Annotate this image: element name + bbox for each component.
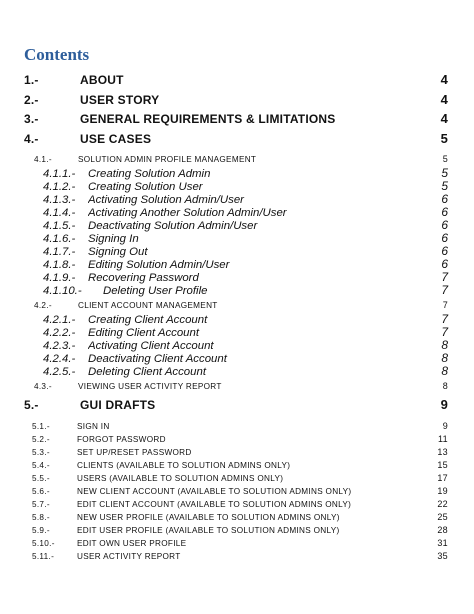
page-number: 4 bbox=[440, 72, 448, 87]
page-number: 8 bbox=[441, 338, 448, 352]
section-number: 3.- bbox=[24, 112, 39, 126]
toc-entry-4-1-9[interactable] bbox=[43, 270, 448, 284]
page-number: 8 bbox=[441, 364, 448, 378]
toc-entry-4-1-8[interactable] bbox=[43, 257, 448, 271]
page-number: 7 bbox=[441, 270, 448, 284]
toc-entry-4-1[interactable] bbox=[34, 154, 448, 164]
page-number: 8 bbox=[441, 351, 448, 365]
section-title: EDIT CLIENT ACCOUNT (AVAILABLE TO SOLUTION ADMINS ONLY) bbox=[77, 500, 352, 509]
toc-entry-4-2-3[interactable] bbox=[43, 338, 448, 352]
section-title: USERS (AVAILABLE TO SOLUTION ADMINS ONLY) bbox=[77, 474, 284, 483]
page-number: 9 bbox=[440, 397, 448, 412]
section-number: 4.2.1.- bbox=[43, 314, 76, 326]
section-title: Deleting User Profile bbox=[103, 285, 208, 297]
toc-entry-user-story[interactable] bbox=[24, 92, 448, 107]
page-number: 5 bbox=[442, 154, 448, 164]
page-number: 7 bbox=[441, 312, 448, 326]
section-title: EDIT USER PROFILE (AVAILABLE TO SOLUTION ADMINS ONLY) bbox=[77, 526, 340, 535]
section-number: 5.9.- bbox=[32, 526, 50, 535]
section-title: NEW USER PROFILE (AVAILABLE TO SOLUTION ADMINS ONLY) bbox=[77, 513, 340, 522]
section-number: 4.2.2.- bbox=[43, 327, 76, 339]
toc-entry-4-2-1[interactable] bbox=[43, 312, 448, 326]
section-title: GENERAL REQUIREMENTS & LIMITATIONS bbox=[80, 112, 336, 126]
section-number: 5.7.- bbox=[32, 500, 50, 509]
section-number: 4.1.5.- bbox=[43, 220, 76, 232]
section-number: 5.8.- bbox=[32, 513, 50, 522]
page-number: 8 bbox=[442, 381, 448, 391]
toc-entry-5-6[interactable] bbox=[32, 486, 448, 496]
page-number: 13 bbox=[437, 447, 448, 457]
toc-entry-4-1-3[interactable] bbox=[43, 192, 448, 206]
section-title: Editing Solution Admin/User bbox=[88, 259, 230, 271]
section-title: Deleting Client Account bbox=[88, 366, 206, 378]
toc-entry-5-7[interactable] bbox=[32, 499, 448, 509]
section-number: 5.- bbox=[24, 398, 39, 412]
toc-entry-4-1-2[interactable] bbox=[43, 179, 448, 193]
toc-entry-4-2[interactable] bbox=[34, 300, 448, 310]
section-number: 4.1.1.- bbox=[43, 168, 76, 180]
section-title: Recovering Password bbox=[88, 272, 199, 284]
section-number: 4.1.4.- bbox=[43, 207, 76, 219]
toc-entry-5-3[interactable] bbox=[32, 447, 448, 457]
section-number: 5.10.- bbox=[32, 539, 55, 548]
toc-entry-gui-drafts[interactable] bbox=[24, 397, 448, 412]
section-title: VIEWING USER ACTIVITY REPORT bbox=[78, 382, 222, 391]
section-title: Activating Client Account bbox=[88, 340, 214, 352]
section-number: 4.1.10.- bbox=[43, 285, 82, 297]
page-number: 9 bbox=[442, 421, 448, 431]
section-title: Signing In bbox=[88, 233, 139, 245]
section-title: USE CASES bbox=[80, 132, 152, 146]
toc-entry-4-1-1[interactable] bbox=[43, 166, 448, 180]
section-title: SET UP/RESET PASSWORD bbox=[77, 448, 192, 457]
contents-heading: Contents bbox=[24, 45, 90, 64]
section-title: Creating Solution Admin bbox=[88, 168, 211, 180]
toc-entry-5-8[interactable] bbox=[32, 512, 448, 522]
toc-entry-4-1-7[interactable] bbox=[43, 244, 448, 258]
section-title: SOLUTION ADMIN PROFILE MANAGEMENT bbox=[78, 155, 257, 164]
section-number: 4.1.3.- bbox=[43, 194, 76, 206]
page-number: 6 bbox=[441, 218, 448, 232]
toc-entry-4-2-2[interactable] bbox=[43, 325, 448, 339]
section-number: 4.1.8.- bbox=[43, 259, 76, 271]
toc-entry-general-requirements[interactable] bbox=[24, 111, 448, 126]
section-number: 5.11.- bbox=[32, 552, 55, 561]
toc-entry-4-3[interactable] bbox=[34, 381, 448, 391]
page-number: 5 bbox=[441, 166, 448, 180]
section-number: 2.- bbox=[24, 93, 39, 107]
section-title: Deactivating Solution Admin/User bbox=[88, 220, 258, 232]
toc-entry-5-2[interactable] bbox=[32, 434, 448, 444]
toc-entry-5-4[interactable] bbox=[32, 460, 448, 470]
page-number: 7 bbox=[442, 300, 448, 310]
section-number: 5.1.- bbox=[32, 422, 50, 431]
section-title: SIGN IN bbox=[77, 422, 110, 431]
page-number: 5 bbox=[440, 131, 448, 146]
section-title: Creating Solution User bbox=[88, 181, 203, 193]
toc-entry-5-5[interactable] bbox=[32, 473, 448, 483]
page-number: 6 bbox=[441, 257, 448, 271]
page-number: 19 bbox=[437, 486, 448, 496]
section-number: 4.2.4.- bbox=[43, 353, 76, 365]
section-number: 4.1.7.- bbox=[43, 246, 76, 258]
section-title: NEW CLIENT ACCOUNT (AVAILABLE TO SOLUTION ADMINS ONLY) bbox=[77, 487, 352, 496]
section-number: 4.1.- bbox=[34, 155, 52, 164]
section-title: Deactivating Client Account bbox=[88, 353, 227, 365]
toc-entry-5-9[interactable] bbox=[32, 525, 448, 535]
page-number: 6 bbox=[441, 205, 448, 219]
toc-entry-4-1-10[interactable] bbox=[43, 283, 448, 297]
section-number: 5.5.- bbox=[32, 474, 50, 483]
section-number: 4.2.- bbox=[34, 301, 52, 310]
section-number: 5.4.- bbox=[32, 461, 50, 470]
page-number: 6 bbox=[441, 244, 448, 258]
section-title: USER STORY bbox=[80, 93, 160, 107]
section-number: 1.- bbox=[24, 73, 39, 87]
page-number: 4 bbox=[440, 111, 448, 126]
page-number: 7 bbox=[441, 283, 448, 297]
section-number: 4.1.6.- bbox=[43, 233, 76, 245]
page-number: 4 bbox=[440, 92, 448, 107]
toc-entry-5-10[interactable] bbox=[32, 538, 448, 548]
section-number: 5.2.- bbox=[32, 435, 50, 444]
page-number: 17 bbox=[437, 473, 448, 483]
section-title: CLIENT ACCOUNT MANAGEMENT bbox=[78, 301, 218, 310]
section-title: EDIT OWN USER PROFILE bbox=[77, 539, 187, 548]
section-number: 5.6.- bbox=[32, 487, 50, 496]
toc-entry-about[interactable] bbox=[24, 72, 448, 87]
page-number: 6 bbox=[441, 192, 448, 206]
toc-entry-4-2-4[interactable] bbox=[43, 351, 448, 365]
section-number: 4.- bbox=[24, 132, 39, 146]
toc-entry-4-1-4[interactable] bbox=[43, 205, 448, 219]
section-title: USER ACTIVITY REPORT bbox=[77, 552, 181, 561]
page-number: 6 bbox=[441, 231, 448, 245]
section-title: Activating Another Solution Admin/User bbox=[88, 207, 287, 219]
section-title: Activating Solution Admin/User bbox=[88, 194, 244, 206]
toc-entry-4-1-6[interactable] bbox=[43, 231, 448, 245]
toc-entry-5-11[interactable] bbox=[32, 551, 448, 561]
toc-entry-5-1[interactable] bbox=[32, 421, 448, 431]
page-number: 35 bbox=[437, 551, 448, 561]
section-number: 4.3.- bbox=[34, 382, 52, 391]
section-title: GUI DRAFTS bbox=[80, 398, 156, 412]
page-number: 11 bbox=[438, 434, 448, 444]
section-title: ABOUT bbox=[80, 73, 124, 87]
page-number: 28 bbox=[437, 525, 448, 535]
section-number: 4.2.3.- bbox=[43, 340, 76, 352]
toc-entry-use-cases[interactable] bbox=[24, 131, 448, 146]
toc-entry-4-1-5[interactable] bbox=[43, 218, 448, 232]
section-title: FORGOT PASSWORD bbox=[77, 435, 166, 444]
page-number: 5 bbox=[441, 179, 448, 193]
page-number: 7 bbox=[441, 325, 448, 339]
page-number: 31 bbox=[437, 538, 448, 548]
section-title: Creating Client Account bbox=[88, 314, 208, 326]
page-number: 25 bbox=[437, 512, 448, 522]
section-number: 4.2.5.- bbox=[43, 366, 76, 378]
section-title: Signing Out bbox=[88, 246, 148, 258]
section-number: 4.1.9.- bbox=[43, 272, 76, 284]
section-title: Editing Client Account bbox=[88, 327, 200, 339]
page-number: 22 bbox=[437, 499, 448, 509]
section-title: CLIENTS (AVAILABLE TO SOLUTION ADMINS ONLY) bbox=[77, 461, 291, 470]
section-number: 5.3.- bbox=[32, 448, 50, 457]
toc-entry-4-2-5[interactable] bbox=[43, 364, 448, 378]
page-number: 15 bbox=[437, 460, 448, 470]
section-number: 4.1.2.- bbox=[43, 181, 76, 193]
